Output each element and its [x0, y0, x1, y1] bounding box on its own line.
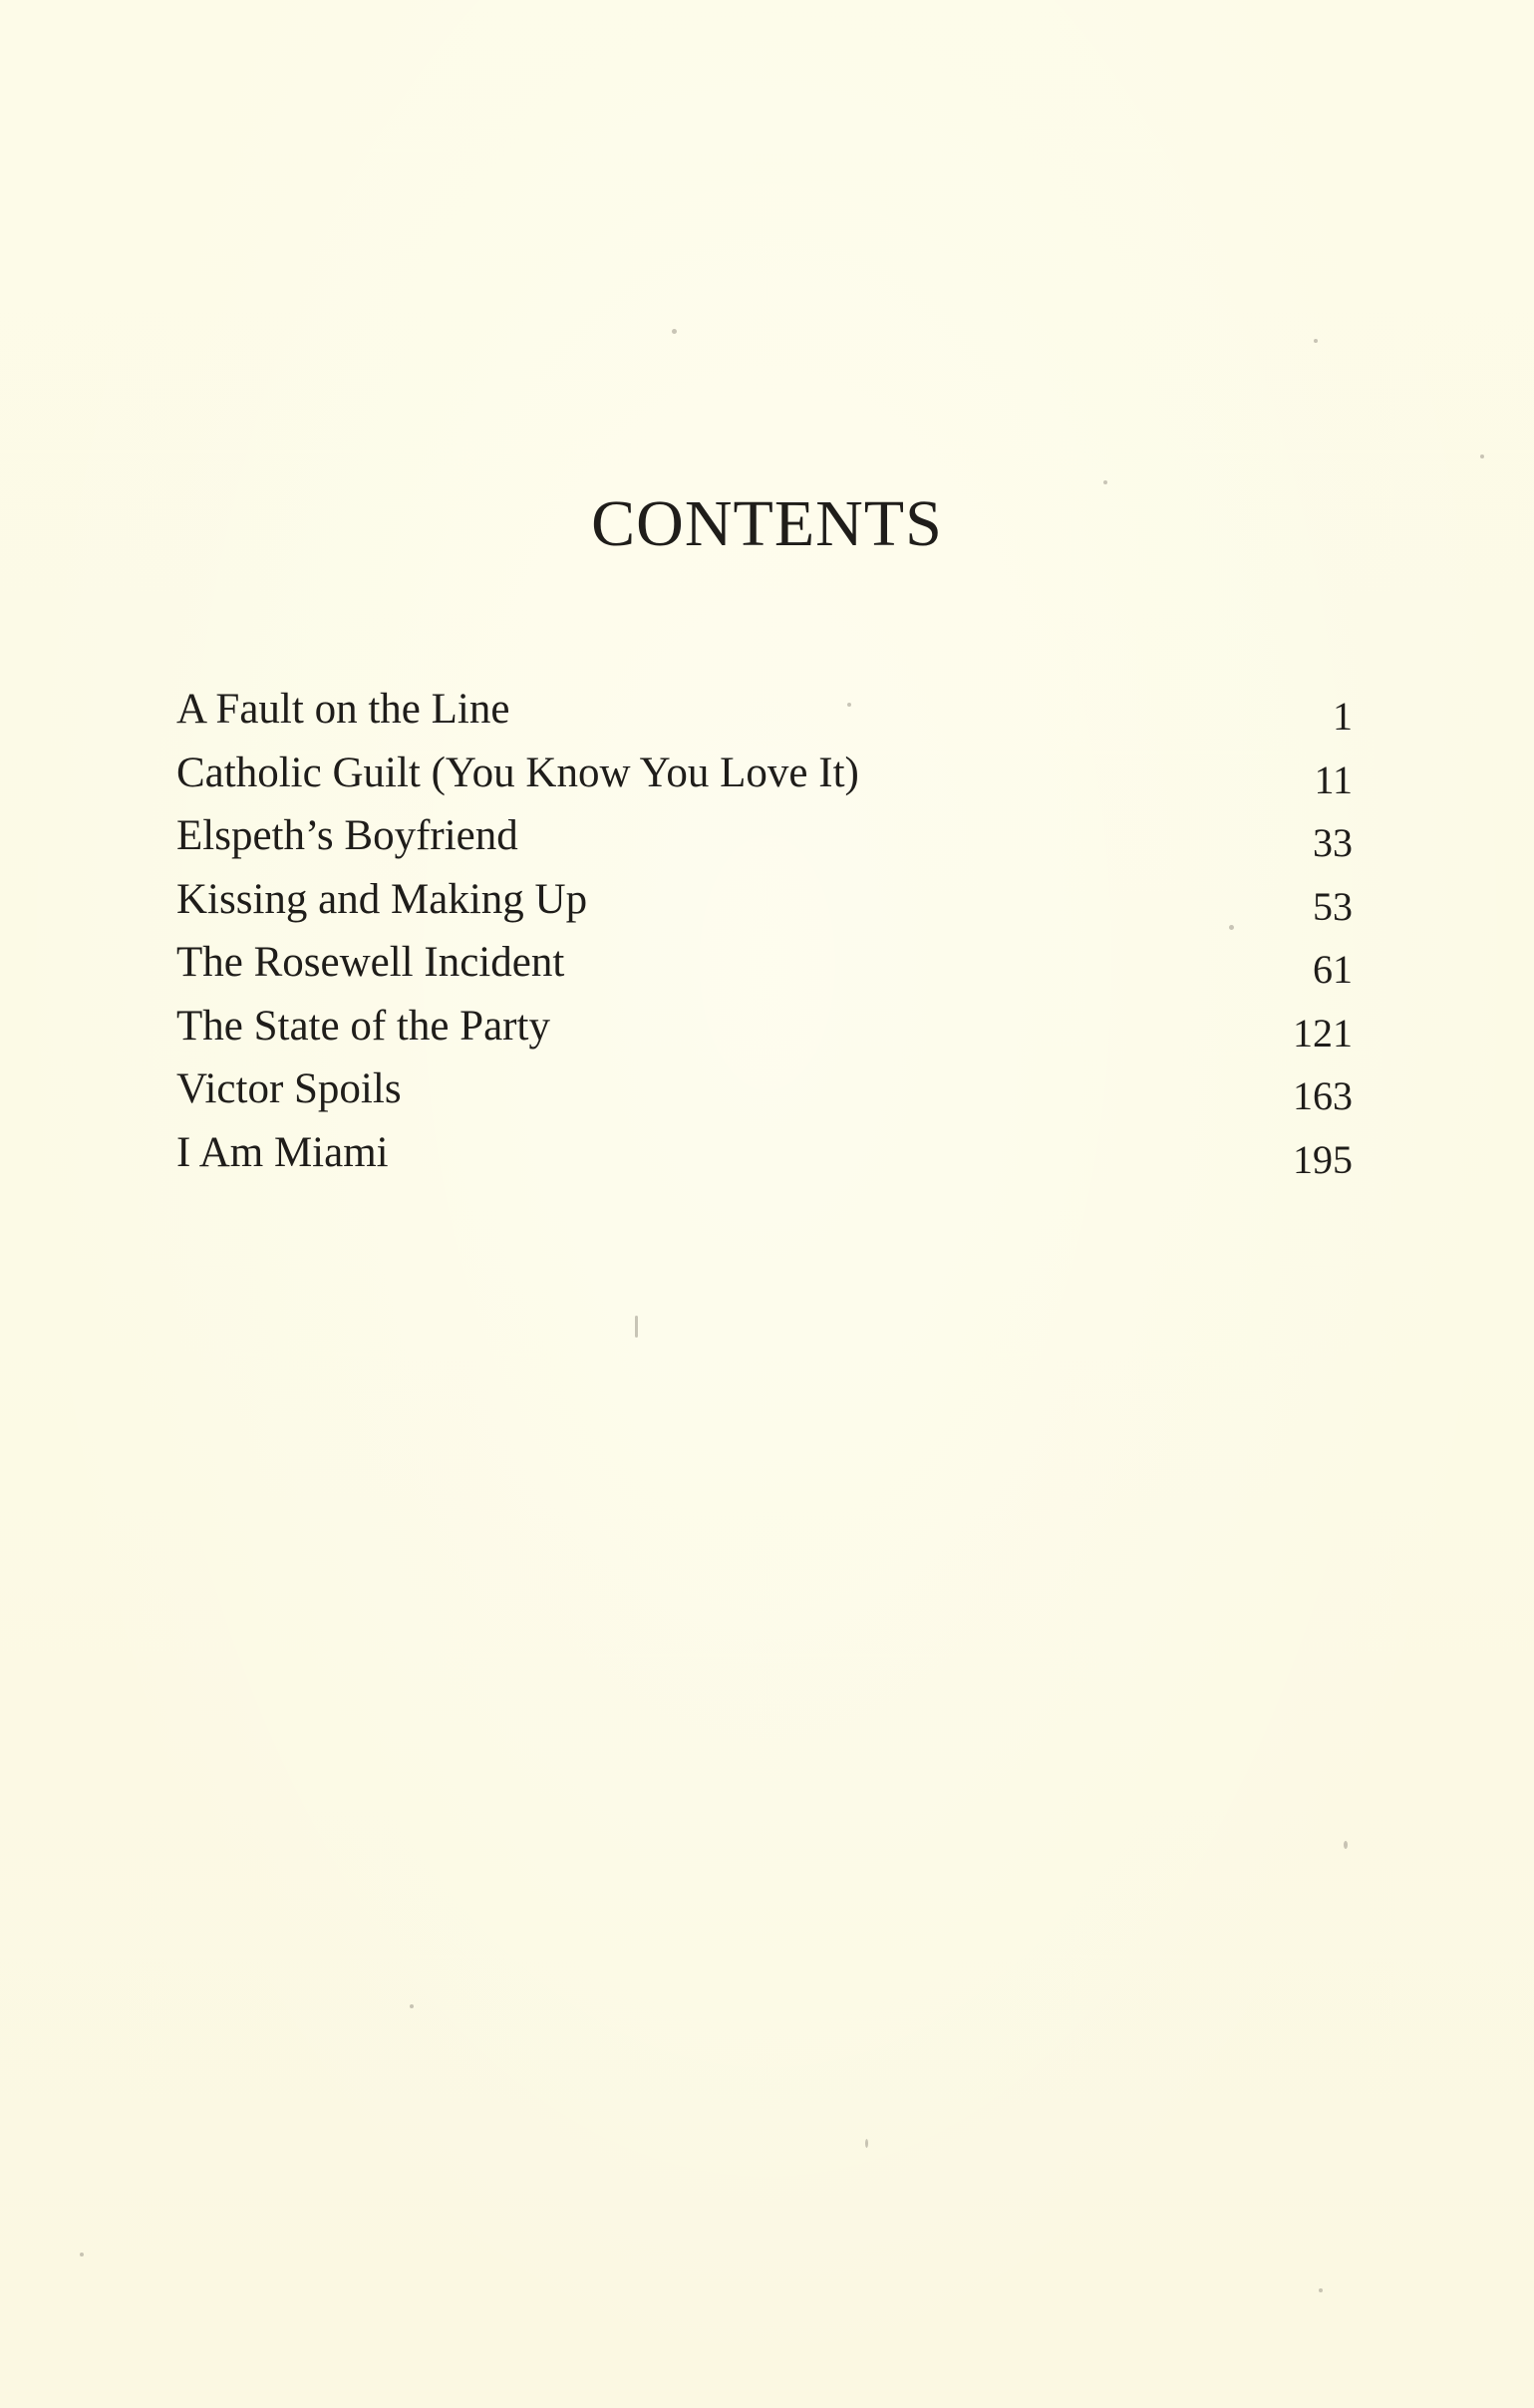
toc-entry-title: Catholic Guilt (You Know You Love It) [176, 749, 859, 796]
toc-entry-page: 163 [1293, 1073, 1353, 1118]
toc-entry-title: Elspeth’s Boyfriend [176, 812, 518, 859]
paper-speck [410, 2004, 414, 2008]
toc-entry[interactable] [176, 868, 1353, 932]
toc-entry[interactable] [176, 804, 1353, 868]
toc-entry[interactable] [176, 678, 1353, 742]
toc-entry[interactable] [176, 995, 1353, 1058]
toc-entry-title: Kissing and Making Up [176, 875, 588, 923]
toc-entry-page: 53 [1313, 883, 1353, 929]
contents-heading: CONTENTS [591, 487, 943, 560]
toc-entry[interactable] [176, 742, 1353, 805]
paper-speck [635, 1316, 638, 1338]
toc-entry[interactable] [176, 1057, 1353, 1121]
paper-speck [80, 2253, 84, 2257]
paper-speck [1480, 454, 1484, 458]
toc-entry[interactable] [176, 1121, 1353, 1185]
paper-speck [865, 2139, 868, 2148]
toc-entry-page: 61 [1313, 947, 1353, 992]
paper-speck [1314, 339, 1318, 343]
toc-entry-page: 195 [1293, 1136, 1353, 1182]
toc-entry-page: 1 [1333, 694, 1353, 739]
table-of-contents [176, 678, 1353, 1184]
toc-entry-title: I Am Miami [176, 1128, 389, 1176]
paper-speck [1344, 1841, 1348, 1849]
toc-entry-title: The Rosewell Incident [176, 939, 565, 986]
paper-speck [1319, 2288, 1323, 2292]
toc-entry-page: 121 [1293, 1010, 1353, 1055]
toc-entry-title: The State of the Party [176, 1002, 550, 1050]
toc-entry-page: 33 [1313, 820, 1353, 865]
toc-entry-page: 11 [1314, 756, 1353, 802]
toc-entry[interactable] [176, 931, 1353, 995]
paper-speck [672, 329, 677, 334]
toc-entry-title: Victor Spoils [176, 1065, 402, 1112]
toc-entry-title: A Fault on the Line [176, 686, 510, 733]
